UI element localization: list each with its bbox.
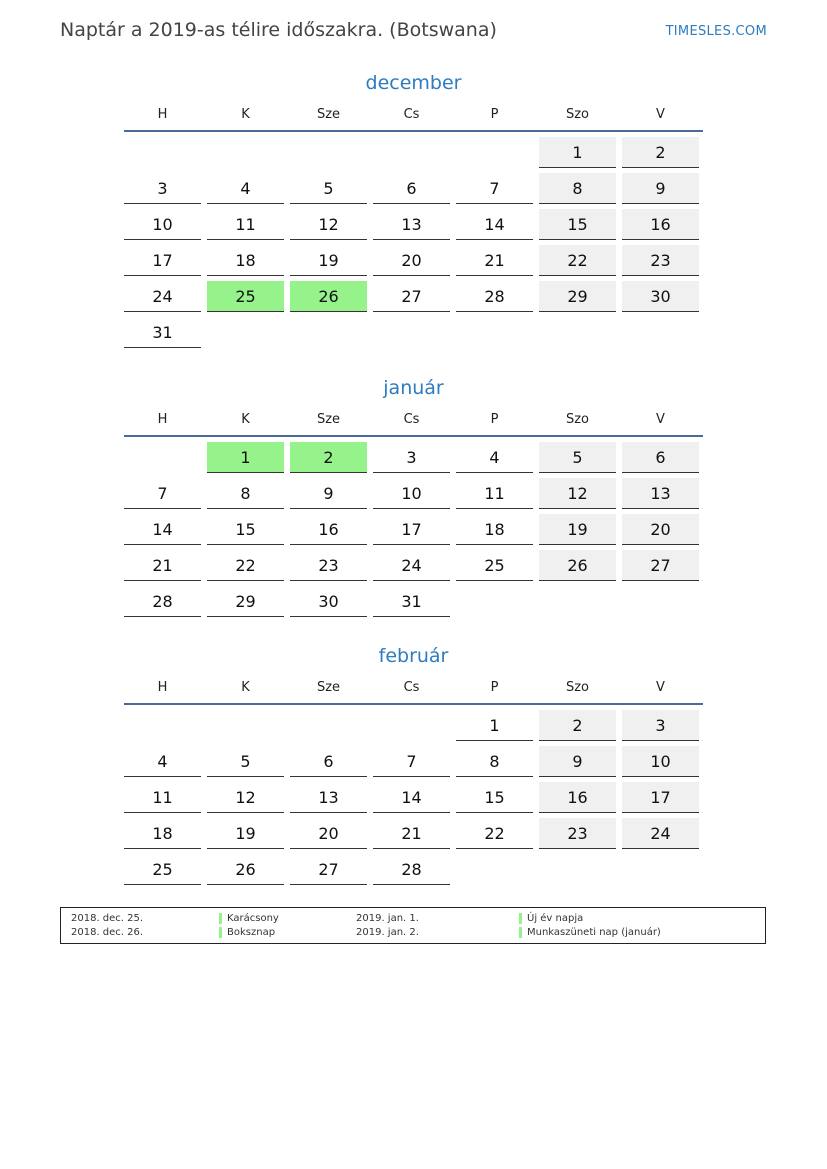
day-cell: 27 bbox=[290, 854, 367, 885]
day-cell: 28 bbox=[373, 854, 450, 885]
day-cell: 7 bbox=[373, 746, 450, 777]
weekday-label: Cs bbox=[403, 412, 420, 427]
week-row bbox=[124, 818, 703, 854]
empty-day-cell bbox=[124, 137, 201, 167]
weekday-label: Szo bbox=[565, 680, 590, 695]
day-cell: 23 bbox=[290, 550, 367, 581]
empty-day-cell bbox=[207, 137, 284, 167]
day-cell: 5 bbox=[290, 173, 367, 204]
weekday-label: P bbox=[490, 680, 499, 695]
week-row bbox=[124, 746, 703, 782]
day-cell: 26 bbox=[207, 854, 284, 885]
legend-holiday-name: Boksznap bbox=[219, 926, 275, 939]
weekday-header bbox=[124, 106, 703, 132]
day-cell: 4 bbox=[456, 442, 533, 473]
day-cell: 20 bbox=[290, 818, 367, 849]
day-cell: 19 bbox=[290, 245, 367, 276]
day-cell: 7 bbox=[124, 478, 201, 509]
weekday-label: V bbox=[656, 412, 665, 427]
day-cell: 11 bbox=[207, 209, 284, 240]
day-cell: 10 bbox=[373, 478, 450, 509]
empty-day-cell bbox=[373, 710, 450, 740]
day-cell: 29 bbox=[207, 586, 284, 617]
week-row bbox=[124, 478, 703, 514]
day-cell: 22 bbox=[539, 245, 616, 276]
day-cell: 16 bbox=[539, 782, 616, 813]
day-cell: 8 bbox=[207, 478, 284, 509]
day-cell: 17 bbox=[124, 245, 201, 276]
weekday-label: H bbox=[157, 107, 168, 122]
day-cell: 9 bbox=[622, 173, 699, 204]
legend-holiday-name: Új év napja bbox=[519, 912, 583, 925]
day-cell: 27 bbox=[622, 550, 699, 581]
day-cell: 30 bbox=[290, 586, 367, 617]
day-cell: 19 bbox=[207, 818, 284, 849]
weekday-label: Cs bbox=[403, 107, 420, 122]
day-cell: 15 bbox=[539, 209, 616, 240]
day-cell: 15 bbox=[456, 782, 533, 813]
weekday-label: Szo bbox=[565, 107, 590, 122]
legend-date: 2018. dec. 26. bbox=[71, 927, 144, 938]
weekday-label: H bbox=[157, 680, 168, 695]
day-cell: 20 bbox=[373, 245, 450, 276]
weekday-label: Szo bbox=[565, 412, 590, 427]
day-cell: 12 bbox=[539, 478, 616, 509]
empty-day-cell bbox=[456, 317, 533, 347]
day-cell: 21 bbox=[456, 245, 533, 276]
day-cell: 12 bbox=[207, 782, 284, 813]
legend-date: 2019. jan. 2. bbox=[356, 927, 419, 938]
day-cell: 14 bbox=[373, 782, 450, 813]
day-cell: 4 bbox=[207, 173, 284, 204]
month-title: január bbox=[383, 377, 444, 399]
legend-holiday-name: Karácsony bbox=[219, 912, 279, 925]
day-cell: 3 bbox=[622, 710, 699, 741]
week-row bbox=[124, 586, 703, 622]
empty-day-cell bbox=[290, 317, 367, 347]
day-cell: 18 bbox=[124, 818, 201, 849]
weekday-label: V bbox=[656, 107, 665, 122]
day-cell: 14 bbox=[456, 209, 533, 240]
weekday-label: K bbox=[241, 412, 250, 427]
month-2 bbox=[124, 643, 703, 890]
week-row bbox=[124, 782, 703, 818]
weekday-label: P bbox=[490, 107, 499, 122]
month-0 bbox=[124, 70, 703, 353]
day-cell: 28 bbox=[124, 586, 201, 617]
day-cell: 30 bbox=[622, 281, 699, 312]
day-cell: 17 bbox=[622, 782, 699, 813]
weekday-label: Cs bbox=[403, 680, 420, 695]
week-row bbox=[124, 209, 703, 245]
day-cell: 13 bbox=[290, 782, 367, 813]
holiday-legend bbox=[60, 907, 766, 944]
day-cell: 7 bbox=[456, 173, 533, 204]
empty-day-cell bbox=[622, 854, 699, 884]
day-cell: 25 bbox=[456, 550, 533, 581]
day-cell: 13 bbox=[622, 478, 699, 509]
empty-day-cell bbox=[207, 317, 284, 347]
empty-day-cell bbox=[207, 710, 284, 740]
day-cell: 4 bbox=[124, 746, 201, 777]
day-cell: 6 bbox=[373, 173, 450, 204]
empty-day-cell bbox=[373, 137, 450, 167]
day-cell: 12 bbox=[290, 209, 367, 240]
weekday-label: P bbox=[490, 412, 499, 427]
day-cell: 21 bbox=[124, 550, 201, 581]
day-cell: 9 bbox=[290, 478, 367, 509]
day-cell: 31 bbox=[124, 317, 201, 348]
empty-day-cell bbox=[290, 710, 367, 740]
empty-day-cell bbox=[622, 317, 699, 347]
day-cell: 24 bbox=[373, 550, 450, 581]
empty-day-cell bbox=[124, 710, 201, 740]
day-cell: 24 bbox=[124, 281, 201, 312]
day-cell: 1 bbox=[456, 710, 533, 741]
day-cell: 5 bbox=[207, 746, 284, 777]
day-cell: 11 bbox=[456, 478, 533, 509]
weekday-header bbox=[124, 679, 703, 705]
day-cell: 18 bbox=[456, 514, 533, 545]
day-cell: 23 bbox=[622, 245, 699, 276]
day-cell: 29 bbox=[539, 281, 616, 312]
day-cell: 9 bbox=[539, 746, 616, 777]
week-row bbox=[124, 442, 703, 478]
day-cell: 25 bbox=[124, 854, 201, 885]
day-cell: 8 bbox=[539, 173, 616, 204]
week-row bbox=[124, 710, 703, 746]
empty-day-cell bbox=[539, 854, 616, 884]
week-row bbox=[124, 550, 703, 586]
holiday-day-cell: 25 bbox=[207, 281, 284, 312]
week-row bbox=[124, 281, 703, 317]
day-cell: 6 bbox=[622, 442, 699, 473]
day-cell: 10 bbox=[622, 746, 699, 777]
weekday-header bbox=[124, 411, 703, 437]
day-cell: 1 bbox=[539, 137, 616, 168]
day-cell: 14 bbox=[124, 514, 201, 545]
empty-day-cell bbox=[373, 317, 450, 347]
week-row bbox=[124, 245, 703, 281]
empty-day-cell bbox=[124, 442, 201, 472]
month-title: december bbox=[365, 72, 462, 94]
empty-day-cell bbox=[539, 317, 616, 347]
day-cell: 22 bbox=[456, 818, 533, 849]
page-title: Naptár a 2019-as télire időszakra. (Botswana) bbox=[60, 19, 497, 41]
day-cell: 6 bbox=[290, 746, 367, 777]
weekday-label: Sze bbox=[316, 412, 341, 427]
week-row bbox=[124, 317, 703, 353]
day-cell: 2 bbox=[622, 137, 699, 168]
weekday-label: V bbox=[656, 680, 665, 695]
day-cell: 20 bbox=[622, 514, 699, 545]
weekday-label: K bbox=[241, 680, 250, 695]
holiday-day-cell: 2 bbox=[290, 442, 367, 473]
holiday-day-cell: 1 bbox=[207, 442, 284, 473]
weekday-label: K bbox=[241, 107, 250, 122]
weekday-label: Sze bbox=[316, 680, 341, 695]
site-link[interactable]: TIMESLES.COM bbox=[665, 24, 767, 39]
day-cell: 18 bbox=[207, 245, 284, 276]
day-cell: 26 bbox=[539, 550, 616, 581]
day-cell: 16 bbox=[290, 514, 367, 545]
day-cell: 22 bbox=[207, 550, 284, 581]
legend-date: 2019. jan. 1. bbox=[356, 913, 419, 924]
day-cell: 23 bbox=[539, 818, 616, 849]
legend-holiday-name: Munkaszüneti nap (január) bbox=[519, 926, 661, 939]
weekday-label: Sze bbox=[316, 107, 341, 122]
day-cell: 2 bbox=[539, 710, 616, 741]
day-cell: 3 bbox=[124, 173, 201, 204]
day-cell: 13 bbox=[373, 209, 450, 240]
day-cell: 11 bbox=[124, 782, 201, 813]
empty-day-cell bbox=[456, 854, 533, 884]
week-row bbox=[124, 854, 703, 890]
empty-day-cell bbox=[456, 137, 533, 167]
week-row bbox=[124, 514, 703, 550]
day-cell: 19 bbox=[539, 514, 616, 545]
day-cell: 3 bbox=[373, 442, 450, 473]
weekday-label: H bbox=[157, 412, 168, 427]
month-1 bbox=[124, 375, 703, 622]
empty-day-cell bbox=[290, 137, 367, 167]
week-row bbox=[124, 173, 703, 209]
day-cell: 10 bbox=[124, 209, 201, 240]
day-cell: 31 bbox=[373, 586, 450, 617]
legend-date: 2018. dec. 25. bbox=[71, 913, 144, 924]
empty-day-cell bbox=[622, 586, 699, 616]
day-cell: 21 bbox=[373, 818, 450, 849]
day-cell: 16 bbox=[622, 209, 699, 240]
day-cell: 28 bbox=[456, 281, 533, 312]
day-cell: 24 bbox=[622, 818, 699, 849]
day-cell: 27 bbox=[373, 281, 450, 312]
day-cell: 15 bbox=[207, 514, 284, 545]
month-title: február bbox=[378, 645, 449, 667]
empty-day-cell bbox=[456, 586, 533, 616]
day-cell: 5 bbox=[539, 442, 616, 473]
day-cell: 17 bbox=[373, 514, 450, 545]
week-row bbox=[124, 137, 703, 173]
empty-day-cell bbox=[539, 586, 616, 616]
holiday-day-cell: 26 bbox=[290, 281, 367, 312]
day-cell: 8 bbox=[456, 746, 533, 777]
